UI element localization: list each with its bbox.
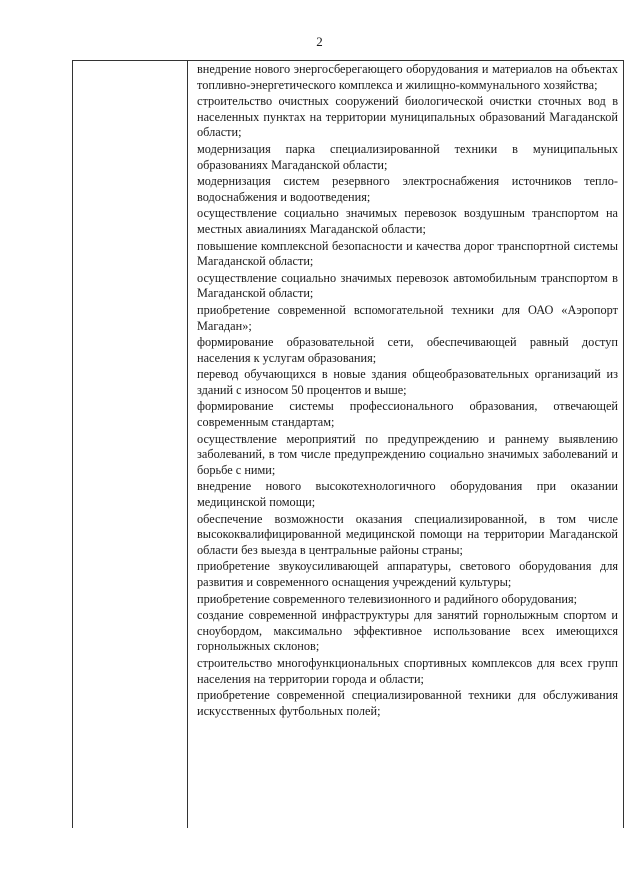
list-item: перевод обучающихся в новые здания общеобразовательных организаций из зданий с износом 50 процентов и выше; xyxy=(197,367,618,397)
list-item: приобретение современной специализированной техники для обслуживания искусственных футбольных полей; xyxy=(197,688,618,718)
list-item: внедрение нового энергосберегающего оборудования и материалов на объектах топливно-энергетического комплекса и жилищно-коммунального хозяйства; xyxy=(197,62,618,92)
list-item: строительство очистных сооружений биологической очистки сточных вод в населенных пунктах на территории муниципальных образований Магаданской области; xyxy=(197,94,618,140)
list-item: модернизация систем резервного электроснабжения источников тепло-водоснабжения и водоотведения; xyxy=(197,174,618,204)
list-item: внедрение нового высокотехнологичного оборудования при оказании медицинской помощи; xyxy=(197,479,618,510)
list-item: приобретение современного телевизионного и радийного оборудования; xyxy=(197,591,578,606)
list-item: создание современной инфраструктуры для занятий горнолыжным спортом и сноубордом, максимально эффективное использование всех имеющихся горнолыжных склонов; xyxy=(197,608,618,654)
list-item: формирование системы профессионального образования, отвечающей современным стандартам; xyxy=(197,399,618,430)
list-item: приобретение современной вспомогательной техники для ОАО «Аэропорт Магадан»; xyxy=(197,302,618,333)
list-item: осуществление мероприятий по предупреждению и раннему выявлению заболеваний, в том числе предупреждению социально значимых заболеваний и борьбе с ними; xyxy=(197,431,618,477)
list-item: приобретение звукоусиливающей аппаратуры, светового оборудования для развития и современного оснащения учреждений культуры; xyxy=(197,559,618,589)
list-item: повышение комплексной безопасности и качества дорог транспортной системы Магаданской области; xyxy=(197,238,618,269)
list-item: строительство многофункциональных спортивных комплексов для всех групп населения на территории города и области; xyxy=(197,655,618,686)
list-item: модернизация парка специализированной техники в муниципальных образованиях Магаданской области; xyxy=(197,141,618,172)
table-left-column xyxy=(73,61,188,828)
list-item: формирование образовательной сети, обеспечивающей равный доступ населения к услугам образования; xyxy=(197,335,618,365)
document-table xyxy=(72,60,624,828)
list-item: осуществление социально значимых перевозок автомобильным транспортом в Магаданской области; xyxy=(197,270,618,301)
list-item: осуществление социально значимых перевозок воздушным транспортом на местных авиалиниях Магаданской области; xyxy=(197,206,618,236)
list-item: обеспечение возможности оказания специализированной, в том числе высококвалифицированной медицинской помощи на территории Магаданской области без выезда в центральные районы страны; xyxy=(197,511,618,557)
table-right-column xyxy=(197,62,618,720)
page-number: 2 xyxy=(316,34,323,49)
